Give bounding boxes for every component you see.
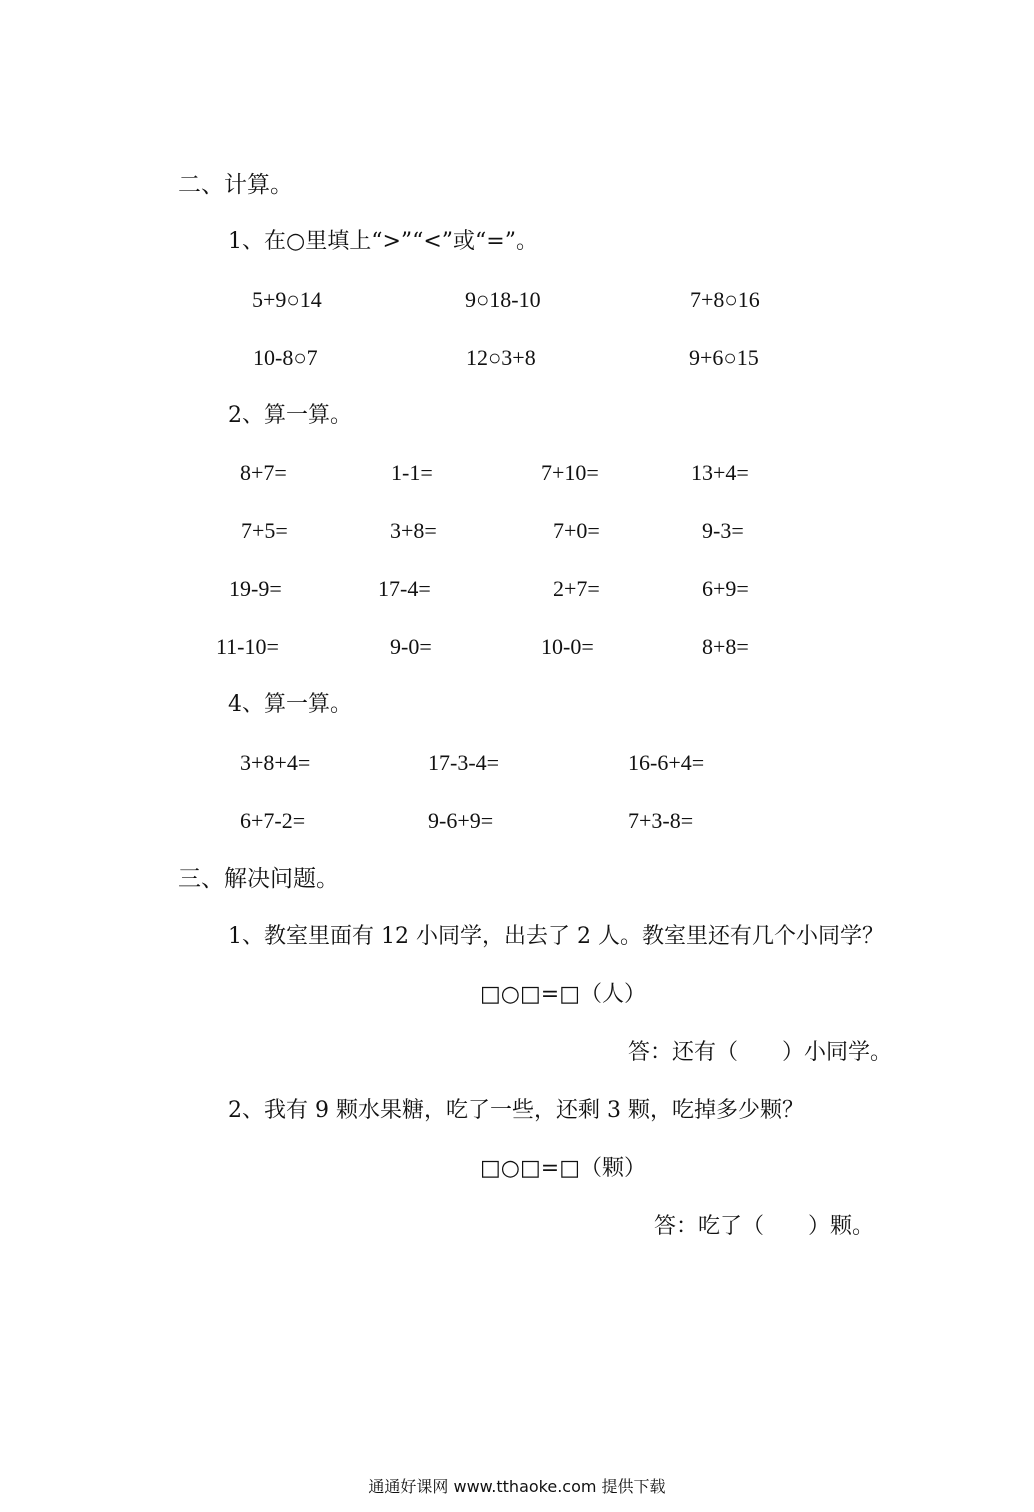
calc-item: 10-0= [541, 634, 594, 659]
compare-item: 9○18-10 [465, 287, 541, 312]
section-3-title: 三、解决问题。 [178, 866, 339, 892]
compare-item: 5+9○14 [252, 287, 322, 312]
footer-credit: 通通好课网 www.tthaoke.com 提供下载 [368, 1477, 666, 1496]
calc-item: 13+4= [691, 460, 749, 485]
problem-2-equation: □○□=□（颗） [480, 1156, 646, 1181]
calc-item: 3+8= [390, 518, 437, 543]
calc-item: 8+8= [702, 634, 749, 659]
question-4-title: 4、算一算。 [228, 692, 352, 717]
section-2-title: 二、计算。 [178, 172, 293, 198]
calc-item: 3+8+4= [240, 750, 311, 775]
calc-item: 7+0= [553, 518, 600, 543]
compare-item: 12○3+8 [466, 345, 536, 370]
calc-item: 7+10= [541, 460, 599, 485]
calc-item: 9-6+9= [428, 808, 494, 833]
problem-1-answer: 答：还有（ ）小同学。 [628, 1040, 893, 1065]
calc-item: 17-4= [378, 576, 431, 601]
calc-item: 11-10= [216, 634, 279, 659]
calc-item: 1-1= [391, 460, 433, 485]
compare-item: 9+6○15 [689, 345, 759, 370]
problem-2-question: 2、我有 9 颗水果糖，吃了一些，还剩 3 颗，吃掉多少颗？ [228, 1098, 804, 1123]
calc-item: 9-0= [390, 634, 432, 659]
problem-2-answer: 答：吃了（ ）颗。 [654, 1214, 875, 1239]
calc-item: 7+3-8= [628, 808, 694, 833]
calc-item: 16-6+4= [628, 750, 705, 775]
problem-1-equation: □○□=□（人） [480, 982, 646, 1007]
question-2-title: 2、算一算。 [228, 403, 352, 428]
question-1-title: 1、在○里填上“>”“<”或“=”。 [228, 229, 538, 254]
compare-item: 10-8○7 [253, 345, 318, 370]
calc-item: 2+7= [553, 576, 600, 601]
calc-item: 7+5= [241, 518, 288, 543]
compare-item: 7+8○16 [690, 287, 760, 312]
calc-item: 9-3= [702, 518, 744, 543]
calc-item: 17-3-4= [428, 750, 500, 775]
problem-1-question: 1、教室里面有 12 小同学，出去了 2 人。教室里还有几个小同学？ [228, 924, 884, 949]
calc-item: 6+7-2= [240, 808, 306, 833]
calc-item: 19-9= [229, 576, 282, 601]
calc-item: 8+7= [240, 460, 287, 485]
calc-item: 6+9= [702, 576, 749, 601]
